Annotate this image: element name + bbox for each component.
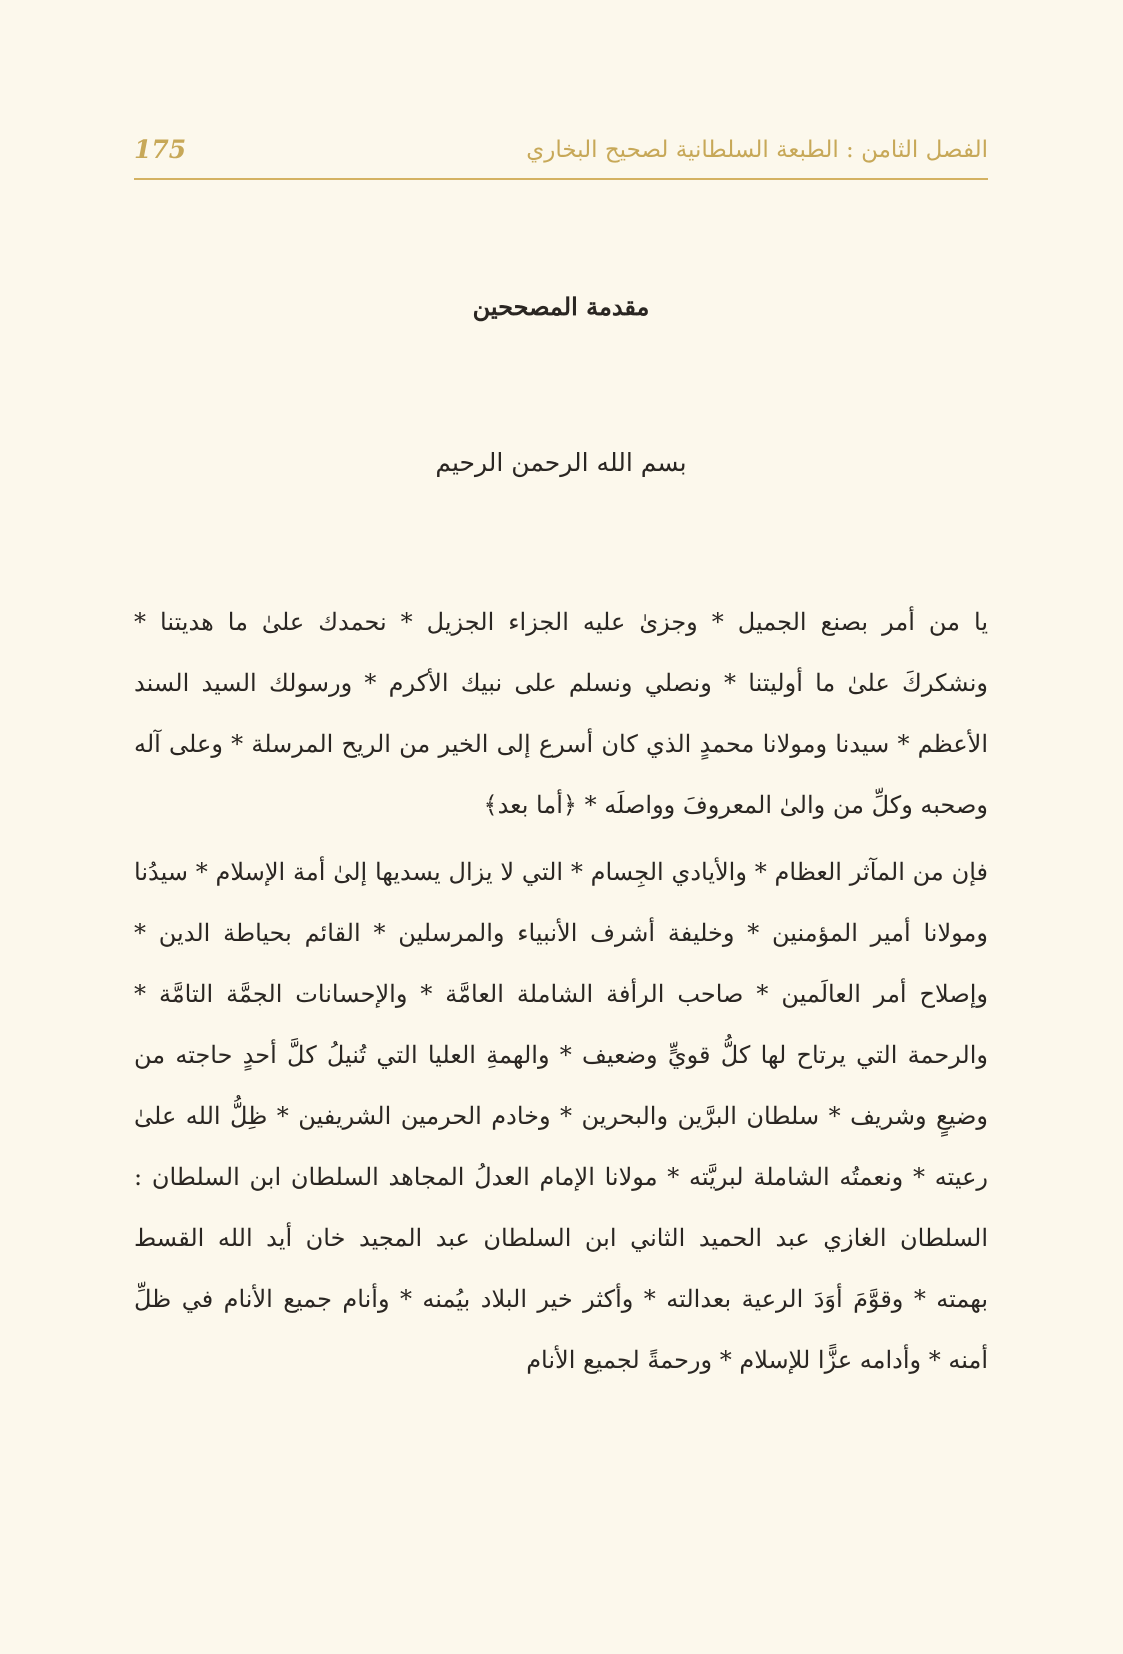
text-line: رعيته * ونعمتُه الشاملة لبريَّته * مولانا الإمام العدلُ المجاهد السلطان ابن السلطان :: [134, 1163, 988, 1191]
running-header: [134, 131, 988, 175]
text-line: السلطان الغازي عبد الحميد الثاني ابن السلطان عبد المجيد خان أيد الله القسط: [134, 1224, 988, 1252]
running-title: الفصل الثامن : الطبعة السلطانية لصحيح البخاري: [526, 137, 988, 163]
text-line: فإن من المآثر العظام * والأيادي الجِسام * التي لا يزال يسديها إلىٰ أمة الإسلام * سيدُنا: [134, 858, 988, 886]
text-line: ومولانا أمير المؤمنين * وخليفة أشرف الأنبياء والمرسلين * القائم بحياطة الدين *: [134, 919, 988, 947]
paragraph-opening: [134, 592, 988, 836]
section-title: مقدمة المصححين: [472, 292, 650, 321]
text-line: يا من أمر بصنع الجميل * وجزىٰ عليه الجزاء الجزيل * نحمدك علىٰ ما هديتنا *: [134, 608, 988, 636]
page-number: 175: [134, 135, 187, 164]
text-line: أمنه * وأدامه عزًّا للإسلام * ورحمةً لجميع الأنام: [526, 1346, 988, 1374]
basmala: بسم الله الرحمن الرحيم: [435, 448, 687, 477]
body-text: [134, 592, 988, 1397]
paragraph-main: [134, 842, 988, 1391]
text-line: ونشكركَ علىٰ ما أوليتنا * ونصلي ونسلم على نبيك الأكرم * ورسولك السيد السند: [134, 669, 988, 697]
text-line: وضيعٍ وشريف * سلطان البرَّين والبحرين * وخادم الحرمين الشريفين * ظِلُّ الله علىٰ: [134, 1102, 988, 1130]
header-rule: [134, 178, 988, 180]
text-line: بهمته * وقوَّمَ أوَدَ الرعية بعدالته * وأكثر خير البلاد بيُمنه * وأنام جميع الأنام في ظلِّ: [134, 1285, 988, 1313]
text-line: والرحمة التي يرتاح لها كلُّ قويٍّ وضعيف * والهمةِ العليا التي تُنيلُ كلَّ أحدٍ حاجته من: [134, 1041, 988, 1069]
text-line: الأعظم * سيدنا ومولانا محمدٍ الذي كان أسرع إلى الخير من الريح المرسلة * وعلى آله: [134, 730, 988, 758]
text-line: وإصلاح أمر العالَمين * صاحب الرأفة الشاملة العامَّة * والإحسانات الجمَّة التامَّة *: [134, 980, 988, 1008]
text-line: وصحبه وكلِّ من والىٰ المعروفَ وواصلَه * ﴿أما بعد﴾: [483, 791, 988, 819]
